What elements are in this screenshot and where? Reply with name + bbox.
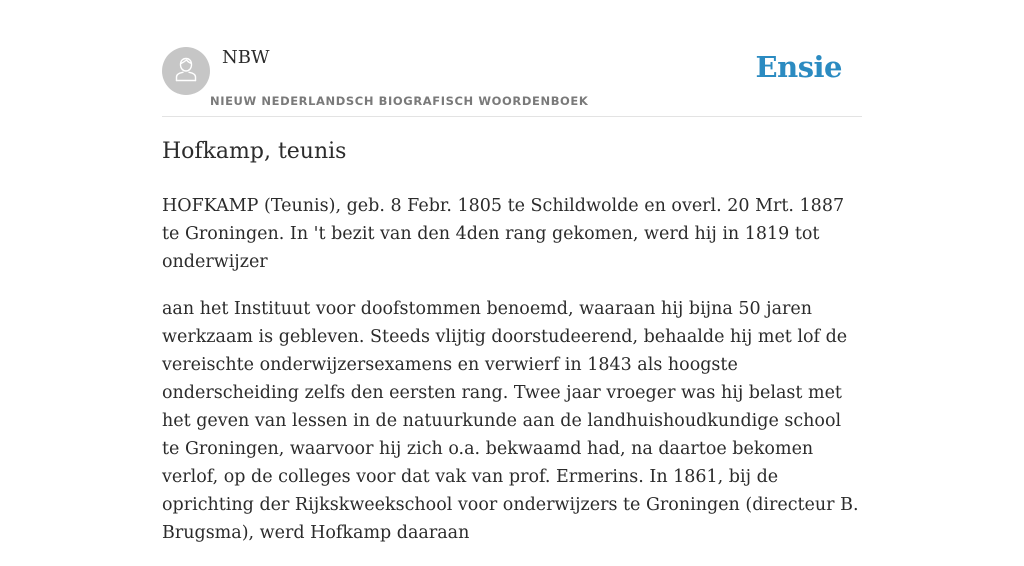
author-subtitle: NIEUW NEDERLANDSCH BIOGRAFISCH WOORDENBOEK — [210, 94, 589, 108]
article-title: Hofkamp, teunis — [162, 139, 347, 164]
article-paragraph: aan het Instituut voor doofstommen benoemd, waaraan hij bijna 50 jaren werkzaam is gebleven. Steeds vlijtig doorstudeerend, behaalde hij met lof de vereischte onderwijzersexamens en verwierf in 1843 als hoogste onderscheiding zelfs den eersten rang. Twee jaar vroeger was hij belast met het geven van lessen in de natuurkunde aan de landhuishoudkundige school te Groningen, waarvoor hij zich o.a. bekwaamd had, na daartoe bekomen verlof, op de colleges voor dat vak van prof. Ermerins. In 1861, bij de oprichting der Rijkskweekschool voor onderwijzers te Groningen (directeur B. Brugsma), werd Hofkamp daaraan — [162, 299, 859, 543]
article-body — [162, 192, 862, 566]
user-icon — [171, 54, 201, 89]
author-name[interactable]: NBW — [222, 47, 270, 68]
article-header — [162, 44, 862, 117]
article-paragraph: HOFKAMP (Teunis), geb. 8 Febr. 1805 te Schildwolde en overl. 20 Mrt. 1887 te Groningen. In 't bezit van den 4den rang gekomen, werd hij in 1819 tot onderwijzer — [162, 196, 845, 272]
author-avatar[interactable] — [162, 47, 210, 95]
ensie-logo[interactable]: Ensie — [755, 50, 842, 84]
